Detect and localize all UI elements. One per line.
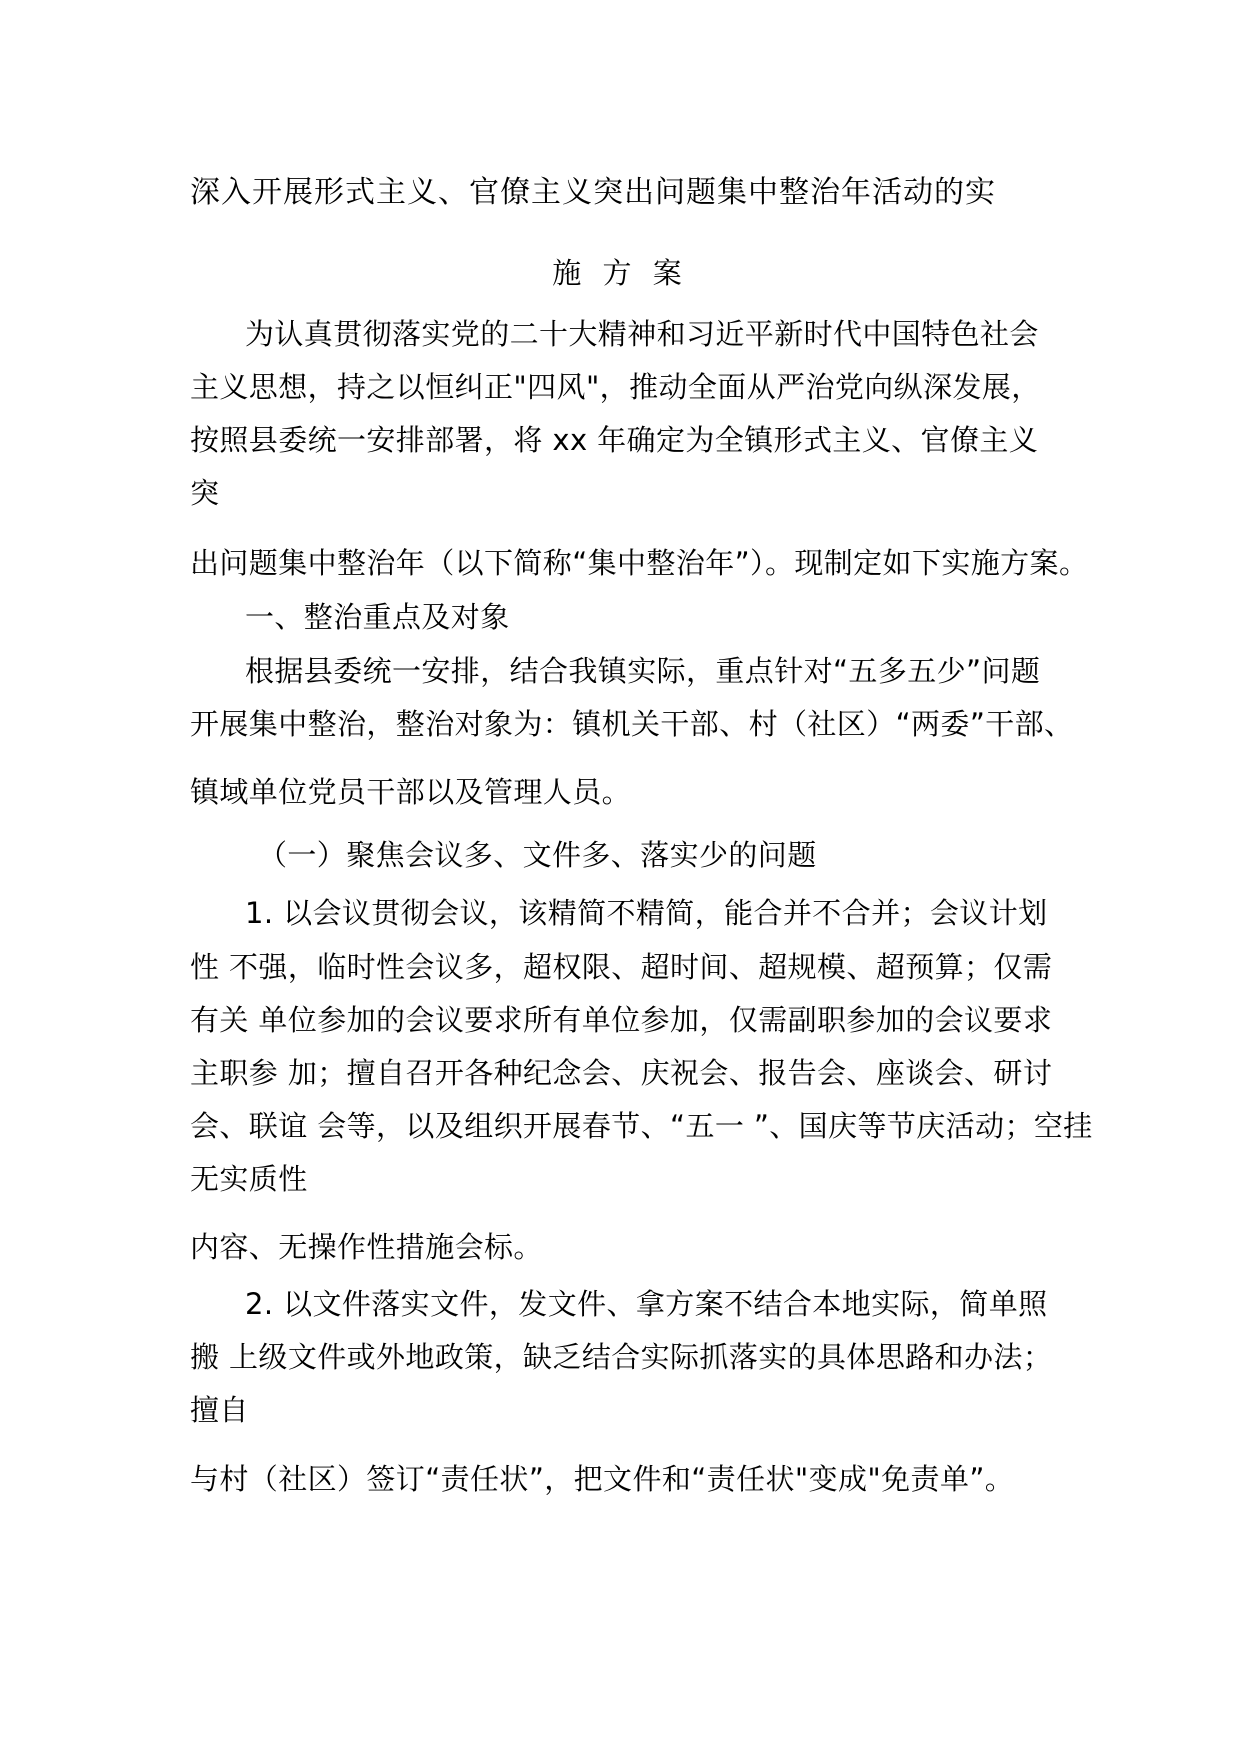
- paragraph-line: 1. 以会议贯彻会议，该精简不精简，能合并不合并；会议计划: [245, 896, 1048, 930]
- paragraph-line: 主职参 加；擅自召开各种纪念会、庆祝会、报告会、座谈会、研讨: [190, 1056, 1053, 1090]
- document-title-line-1: 深入开展形式主义、官僚主义突出问题集中整治年活动的实: [190, 175, 996, 210]
- paragraph-line: 按照县委统一安排部署，将 xx 年确定为全镇形式主义、官僚主义: [190, 423, 1039, 457]
- paragraph-line: 有关 单位参加的会议要求所有单位参加，仅需副职参加的会议要求: [190, 1003, 1053, 1037]
- document-title-line-2: 施 方 案: [552, 256, 688, 290]
- paragraph-line: 性 不强，临时性会议多，超权限、超时间、超规模、超预算；仅需: [190, 950, 1053, 984]
- subsection-heading: （一）聚焦会议多、文件多、落实少的问题: [258, 838, 817, 872]
- paragraph-line: 无实质性: [190, 1162, 308, 1196]
- paragraph-line: 主义思想，持之以恒纠正"四风"，推动全面从严治党向纵深发展，: [190, 370, 1041, 404]
- paragraph-line: 突: [190, 476, 220, 510]
- section-heading: 一、整治重点及对象: [245, 600, 510, 634]
- paragraph-line: 根据县委统一安排，结合我镇实际，重点针对“五多五少”问题: [245, 654, 1041, 688]
- paragraph-line: 擅自: [190, 1393, 249, 1427]
- paragraph-line: 与村（社区）签订“责任状”，把文件和“责任状"变成"免责单”。: [190, 1462, 1015, 1496]
- paragraph-line: 开展集中整治，整治对象为：镇机关干部、村（社区）“两委”干部、: [190, 707, 1074, 741]
- paragraph-line: 2. 以文件落实文件，发文件、拿方案不结合本地实际，简单照: [245, 1287, 1048, 1321]
- paragraph-line: 会、联谊 会等，以及组织开展春节、“五一 ”、国庆等节庆活动；空挂: [190, 1109, 1093, 1143]
- paragraph-line: 出问题集中整治年（以下简称“集中整治年”）。现制定如下实施方案。: [190, 546, 1089, 580]
- paragraph-line: 镇域单位党员干部以及管理人员。: [190, 775, 632, 809]
- paragraph-line: 内容、无操作性措施会标。: [190, 1230, 543, 1264]
- paragraph-line: 为认真贯彻落实党的二十大精神和习近平新时代中国特色社会: [245, 317, 1039, 351]
- paragraph-line: 搬 上级文件或外地政策，缺乏结合实际抓落实的具体思路和办法；: [190, 1340, 1053, 1374]
